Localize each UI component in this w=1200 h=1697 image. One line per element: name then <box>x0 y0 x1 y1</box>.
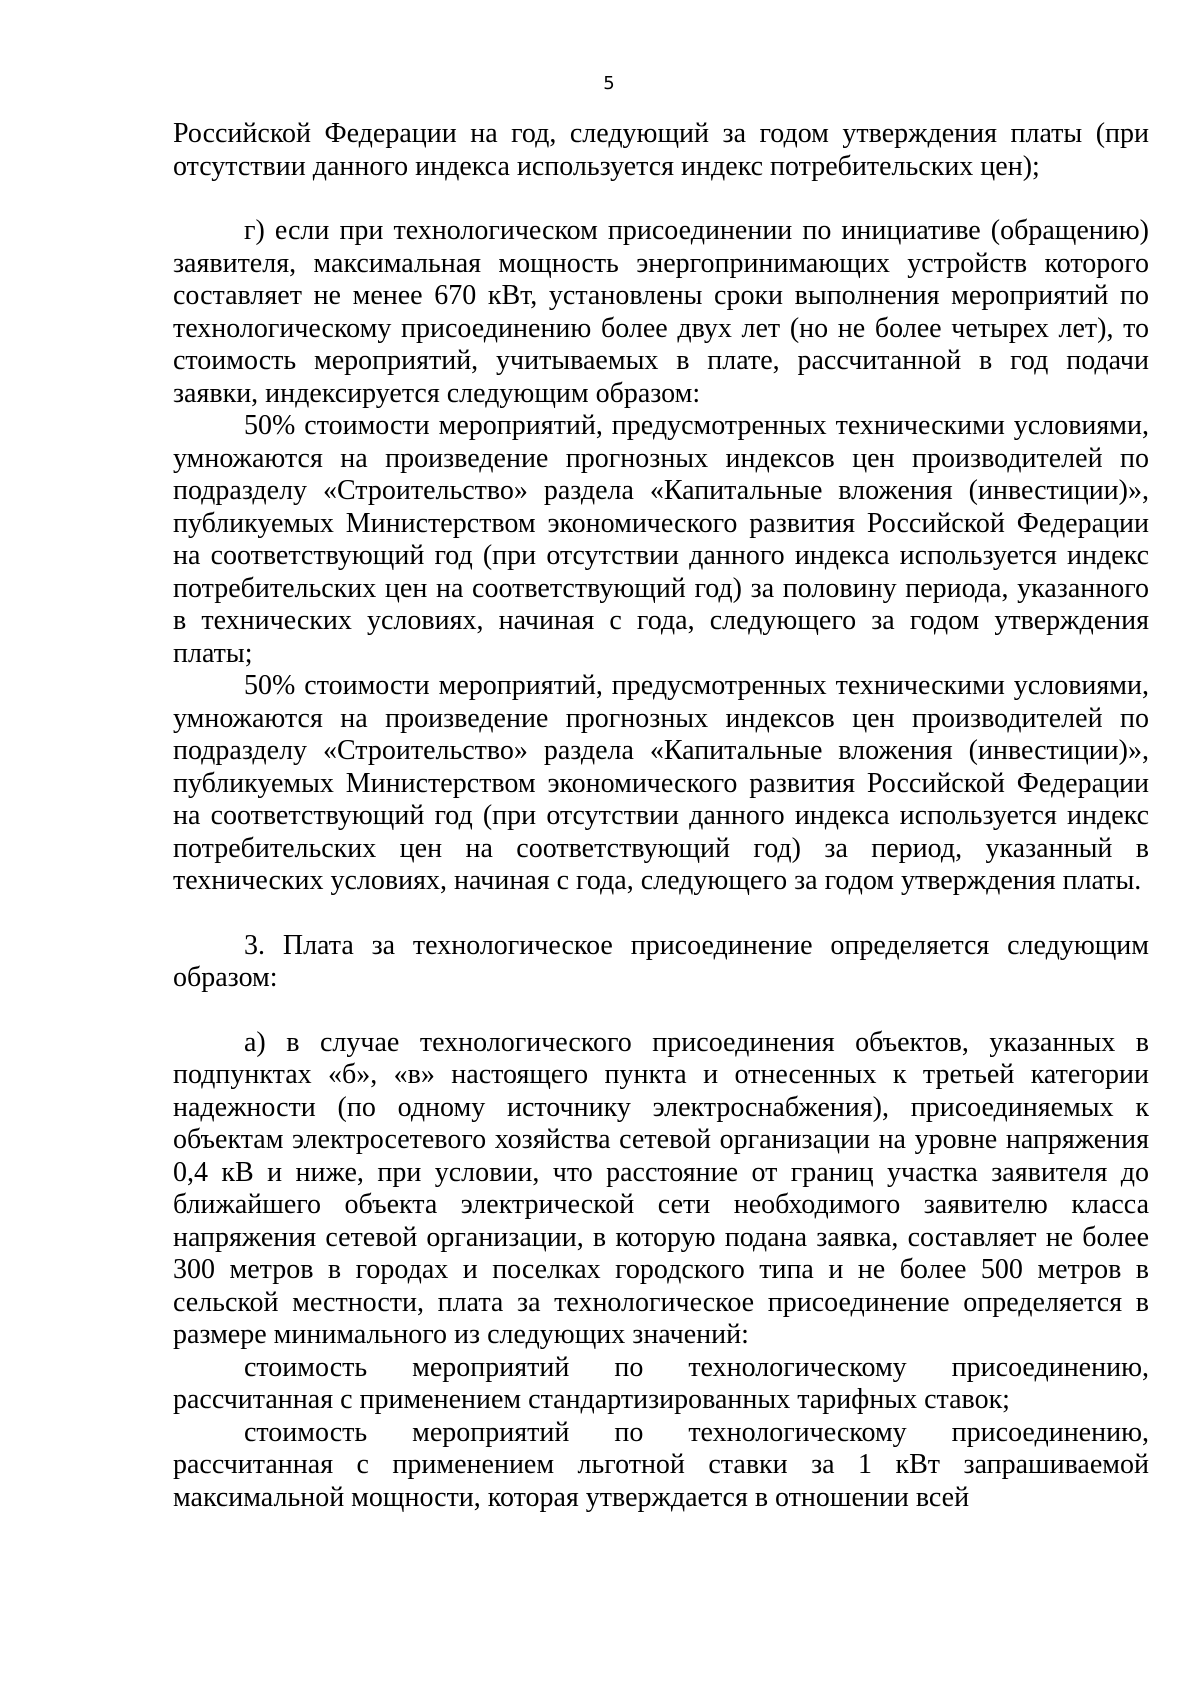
paragraph-standard-rates: стоимость мероприятий по технологическому присоединению, рассчитанная с применением стандартизированных тарифных ставок; <box>173 1351 1149 1415</box>
paragraph-item-g: г) если при технологическом присоединении по инициативе (обращению) заявителя, максимальная мощность энергопринимающих устройств которого составляет не менее 670 кВт, установлены сроки выполнения мероприятий по технологическому присоединению более двух лет (но не более четырех лет), то стоимость мероприятий, учитываемых в плате, рассчитанной в год подачи заявки, индексируется следующим образом: <box>173 215 1149 409</box>
paragraph-section-3: 3. Плата за технологическое присоединение определяется следующим образом: <box>173 929 1149 993</box>
page-number: 5 <box>603 73 615 94</box>
paragraph-continuation: Российской Федерации на год, следующий за годом утверждения платы (при отсутствии данного индекса используется индекс потребительских цен); <box>173 118 1149 182</box>
paragraph-item-a: а) в случае технологического присоединения объектов, указанных в подпунктах «б», «в» настоящего пункта и отнесенных к третьей категории надежности (по одному источнику электроснабжения), присоединяемых к объектам электросетевого хозяйства сетевой организации на уровне напряжения 0,4 кВ и ниже, при условии, что расстояние от границ участка заявителя до ближайшего объекта электрической сети необходимого заявителю класса напряжения сетевой организации, в которую подана заявка, составляет не более 300 метров в городах и поселках городского типа и не более 500 метров в сельской местности, плата за технологическое присоединение определяется в размере минимального из следующих значений: <box>173 1026 1149 1350</box>
paragraph-second-half-indexation: 50% стоимости мероприятий, предусмотренных техническими условиями, умножаются на произведение прогнозных индексов цен производителей по подразделу «Строительство» раздела «Капитальные вложения (инвестиции)», публикуемых Министерством экономического развития Российской Федерации на соответствующий год (при отсутствии данного индекса используется индекс потребительских цен на соответствующий год) за период, указанный в технических условиях, начиная с года, следующего за годом утверждения платы. <box>173 670 1149 896</box>
document-body <box>173 118 1149 1514</box>
paragraph-preferential-rate: стоимость мероприятий по технологическому присоединению, рассчитанная с применением льготной ставки за 1 кВт запрашиваемой максимальной мощности, которая утверждается в отношении всей <box>173 1416 1149 1513</box>
paragraph-first-half-indexation: 50% стоимости мероприятий, предусмотренных техническими условиями, умножаются на произведение прогнозных индексов цен производителей по подразделу «Строительство» раздела «Капитальные вложения (инвестиции)», публикуемых Министерством экономического развития Российской Федерации на соответствующий год (при отсутствии данного индекса используется индекс потребительских цен на соответствующий год) за половину периода, указанного в технических условиях, начиная с года, следующего за годом утверждения платы; <box>173 410 1149 669</box>
